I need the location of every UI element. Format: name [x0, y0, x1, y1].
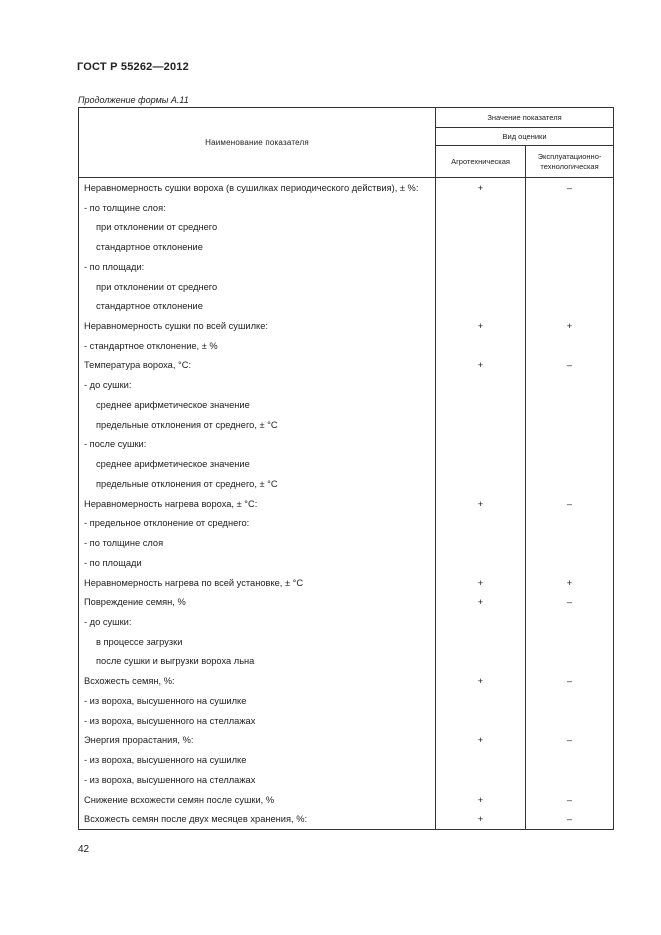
- table-row: [79, 612, 614, 632]
- table-row: [79, 237, 614, 257]
- agro-value-cell: +: [436, 671, 526, 691]
- expl-value-cell: [526, 375, 614, 395]
- header-value-group: Значение показателя: [436, 108, 614, 128]
- indicator-name-cell: Энергия прорастания, %:: [79, 731, 436, 751]
- agro-value-cell: [436, 237, 526, 257]
- indicator-name-cell: после сушки и выгрузки вороха льна: [79, 652, 436, 672]
- expl-value-cell: [526, 533, 614, 553]
- indicator-name-cell: - после сушки:: [79, 435, 436, 455]
- header-indicator-name: Наименование показателя: [79, 108, 436, 178]
- agro-value-cell: [436, 415, 526, 435]
- table-row: [79, 731, 614, 751]
- table-row: [79, 652, 614, 672]
- expl-value-cell: [526, 435, 614, 455]
- expl-value-cell: [526, 612, 614, 632]
- expl-value-cell: [526, 336, 614, 356]
- agro-value-cell: +: [436, 494, 526, 514]
- indicator-name-cell: - из вороха, высушенного на сушилке: [79, 750, 436, 770]
- agro-value-cell: [436, 277, 526, 297]
- agro-value-cell: [436, 395, 526, 415]
- table-row: [79, 790, 614, 810]
- expl-value-cell: –: [526, 178, 614, 198]
- expl-value-cell: –: [526, 592, 614, 612]
- agro-value-cell: [436, 217, 526, 237]
- expl-value-cell: [526, 632, 614, 652]
- table-row: [79, 494, 614, 514]
- table-row: [79, 592, 614, 612]
- table-row: [79, 573, 614, 593]
- indicator-name-cell: - до сушки:: [79, 612, 436, 632]
- table-row: [79, 296, 614, 316]
- expl-value-cell: [526, 770, 614, 790]
- table-row: [79, 454, 614, 474]
- table-row: [79, 810, 614, 830]
- expl-value-cell: [526, 395, 614, 415]
- indicator-name-cell: Неравномерность сушки вороха (в сушилках периодического действия), ± %:: [79, 178, 436, 198]
- agro-value-cell: [436, 375, 526, 395]
- table-body: [79, 178, 614, 830]
- indicator-name-cell: - по толщине слоя:: [79, 198, 436, 218]
- indicators-table: [78, 107, 614, 830]
- agro-value-cell: [436, 296, 526, 316]
- header-agro: Агротехническая: [436, 146, 526, 178]
- table-row: [79, 356, 614, 376]
- indicator-name-cell: Неравномерность нагрева вороха, ± °С:: [79, 494, 436, 514]
- expl-value-cell: [526, 198, 614, 218]
- expl-value-cell: –: [526, 790, 614, 810]
- indicator-name-cell: - до сушки:: [79, 375, 436, 395]
- table-row: [79, 415, 614, 435]
- indicator-name-cell: Всхожесть семян, %:: [79, 671, 436, 691]
- expl-value-cell: [526, 750, 614, 770]
- table-row: [79, 435, 614, 455]
- indicator-name-cell: среднее арифметическое значение: [79, 454, 436, 474]
- table-row: [79, 336, 614, 356]
- expl-value-cell: [526, 237, 614, 257]
- indicator-name-cell: среднее арифметическое значение: [79, 395, 436, 415]
- agro-value-cell: [436, 198, 526, 218]
- header-eval-type: Вид оценики: [436, 128, 614, 146]
- agro-value-cell: [436, 691, 526, 711]
- expl-value-cell: [526, 296, 614, 316]
- expl-value-cell: +: [526, 573, 614, 593]
- agro-value-cell: +: [436, 573, 526, 593]
- indicator-name-cell: Неравномерность нагрева по всей установке, ± °С: [79, 573, 436, 593]
- agro-value-cell: +: [436, 810, 526, 830]
- expl-value-cell: [526, 691, 614, 711]
- expl-value-cell: [526, 553, 614, 573]
- agro-value-cell: +: [436, 356, 526, 376]
- expl-value-cell: [526, 454, 614, 474]
- expl-value-cell: [526, 257, 614, 277]
- expl-value-cell: –: [526, 731, 614, 751]
- indicator-name-cell: Температура вороха, °С:: [79, 356, 436, 376]
- standard-title: ГОСТ Р 55262—2012: [77, 61, 189, 73]
- header-expl: [526, 146, 614, 178]
- indicator-name-cell: - из вороха, высушенного на стеллажах: [79, 711, 436, 731]
- page-number: 42: [78, 844, 90, 855]
- indicator-name-cell: предельные отклонения от среднего, ± °С: [79, 474, 436, 494]
- table-row: [79, 533, 614, 553]
- indicator-name-cell: - из вороха, высушенного на сушилке: [79, 691, 436, 711]
- header-expl-line2: технологическая: [540, 161, 599, 171]
- agro-value-cell: [436, 612, 526, 632]
- table-row: [79, 691, 614, 711]
- header-expl-line1: Эксплуатационно-: [537, 151, 602, 161]
- agro-value-cell: [436, 711, 526, 731]
- table-row: [79, 553, 614, 573]
- indicator-name-cell: при отклонении от среднего: [79, 277, 436, 297]
- table-row: [79, 750, 614, 770]
- expl-value-cell: [526, 277, 614, 297]
- indicator-name-cell: - по толщине слоя: [79, 533, 436, 553]
- table-row: [79, 375, 614, 395]
- table-row: [79, 178, 614, 198]
- agro-value-cell: +: [436, 731, 526, 751]
- agro-value-cell: [436, 750, 526, 770]
- table-row: [79, 513, 614, 533]
- expl-value-cell: [526, 513, 614, 533]
- table-row: [79, 711, 614, 731]
- table-row: [79, 671, 614, 691]
- expl-value-cell: –: [526, 356, 614, 376]
- agro-value-cell: [436, 454, 526, 474]
- agro-value-cell: [436, 533, 526, 553]
- agro-value-cell: [436, 435, 526, 455]
- indicator-name-cell: при отклонении от среднего: [79, 217, 436, 237]
- expl-value-cell: [526, 217, 614, 237]
- continuation-note: Продолжение формы А.11: [78, 95, 189, 105]
- agro-value-cell: [436, 257, 526, 277]
- table-row: [79, 770, 614, 790]
- agro-value-cell: [436, 474, 526, 494]
- expl-value-cell: +: [526, 316, 614, 336]
- table-row: [79, 632, 614, 652]
- expl-value-cell: [526, 474, 614, 494]
- table-row: [79, 217, 614, 237]
- indicator-name-cell: предельные отклонения от среднего, ± °С: [79, 415, 436, 435]
- indicator-name-cell: стандартное отклонение: [79, 296, 436, 316]
- indicator-name-cell: - предельное отклонение от среднего:: [79, 513, 436, 533]
- expl-value-cell: –: [526, 494, 614, 514]
- table-row: [79, 395, 614, 415]
- agro-value-cell: +: [436, 790, 526, 810]
- table-row: [79, 257, 614, 277]
- agro-value-cell: +: [436, 316, 526, 336]
- expl-value-cell: [526, 415, 614, 435]
- indicator-name-cell: Неравномерность сушки по всей сушилке:: [79, 316, 436, 336]
- indicator-name-cell: - стандартное отклонение, ± %: [79, 336, 436, 356]
- indicator-name-cell: Повреждение семян, %: [79, 592, 436, 612]
- indicator-name-cell: - по площади: [79, 553, 436, 573]
- expl-value-cell: [526, 652, 614, 672]
- indicator-name-cell: в процессе загрузки: [79, 632, 436, 652]
- expl-value-cell: [526, 711, 614, 731]
- agro-value-cell: [436, 652, 526, 672]
- table-row: [79, 474, 614, 494]
- indicator-name-cell: - из вороха, высушенного на стеллажах: [79, 770, 436, 790]
- table-row: [79, 198, 614, 218]
- indicator-name-cell: Всхожесть семян после двух месяцев хранения, %:: [79, 810, 436, 830]
- agro-value-cell: [436, 770, 526, 790]
- indicator-name-cell: - по площади:: [79, 257, 436, 277]
- agro-value-cell: [436, 553, 526, 573]
- expl-value-cell: –: [526, 671, 614, 691]
- table-row: [79, 316, 614, 336]
- agro-value-cell: +: [436, 592, 526, 612]
- table-row: [79, 277, 614, 297]
- indicator-name-cell: стандартное отклонение: [79, 237, 436, 257]
- agro-value-cell: [436, 632, 526, 652]
- agro-value-cell: [436, 336, 526, 356]
- agro-value-cell: +: [436, 178, 526, 198]
- agro-value-cell: [436, 513, 526, 533]
- expl-value-cell: –: [526, 810, 614, 830]
- indicator-name-cell: Снижение всхожести семян после сушки, %: [79, 790, 436, 810]
